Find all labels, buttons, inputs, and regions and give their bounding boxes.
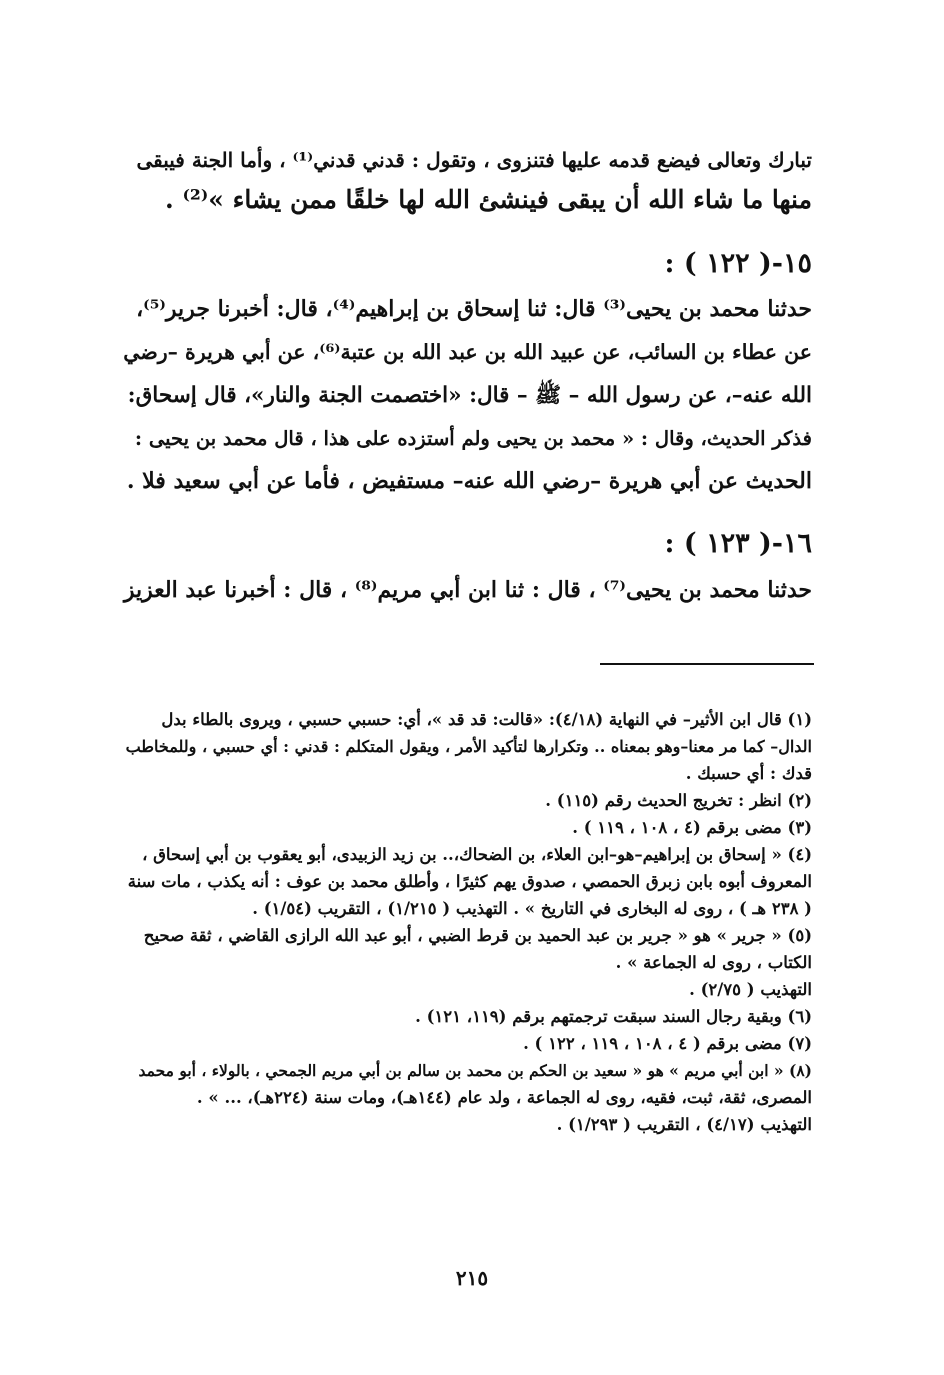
footnotes xyxy=(122,706,812,1138)
footnote-line: (٨) « ابن أبي مريم » هو « سعيد بن الحكم بن محمد بن سالم بن أبي مريم الجمحي ، بالولاء ، أبو محمد xyxy=(138,1061,812,1080)
text-line: فذكر الحديث، وقال : « محمد بن يحيى ولم أستزده على هذا ، قال محمد بن يحيى : xyxy=(134,427,812,450)
footnote-line: المعروف أبوه بابن زبرق الحمصي ، صدوق يهم كثيرًا ، وأطلق محمد بن عوف : أنه يكذب ، مات سنة xyxy=(127,872,812,891)
hadith-15-text xyxy=(122,288,812,503)
footnote-line: الدال– كما مر معنا–وهو بمعناه .. وتكرارها لتأكيد الأمر ، ويقول المتكلم : قدني : أي حسبي ، وللمخاطب xyxy=(125,737,812,756)
footnote-line: (١) قال ابن الأثير– في النهاية (٤/١٨): «قالت: قد قد »، أي: حسبي حسبي ، ويروى بالطاء بدل xyxy=(161,710,812,729)
footnote-line: المصرى، ثقة، ثبت، فقيه، روى له الجماعة ، ولد عام (١٤٤هـ)، ومات سنة (٢٢٤هـ)، ... » . xyxy=(196,1088,812,1107)
footnote-separator xyxy=(600,663,814,665)
hadith-heading-15: ١٥-( ١٢٢ ) : xyxy=(664,248,812,279)
footnote-line: قدك : أي حسبك . xyxy=(685,764,812,783)
hadith-heading-16: ١٦-( ١٢٣ ) : xyxy=(664,528,812,559)
footnote-line: التهذيب ( ٢/٧٥) . xyxy=(689,980,812,999)
footnote-line: (٢) انظر : تخريج الحديث رقم (١١٥) . xyxy=(545,791,812,810)
page-number: ٢١٥ xyxy=(455,1266,489,1290)
footnote-line: ( ٢٣٨ هـ ) ، روى له البخارى في التاريخ » . التهذيب ( ١/٢١٥) ، التقريب (١/٥٤) . xyxy=(252,899,812,918)
paragraph-continuation xyxy=(122,140,812,220)
text-line: الله عنه–، عن رسول الله – ﷺ – قال: «اختصمت الجنة والنار»، قال إسحاق: xyxy=(127,383,812,408)
footnote-line: (٧) مضى برقم ( ٤ ، ١٠٨ ، ١١٩ ، ١٢٢ ) . xyxy=(523,1034,812,1053)
footnote-line: (٥) « جرير » هو « جرير بن عبد الحميد بن قرط الضبي ، أبو عبد الله الرازى القاضي ، ثقة صحيح xyxy=(143,926,812,945)
text-line: منها ما شاء الله أن يبقى فينشئ الله لها خلقًا ممن يشاء »⁽²⁾ . xyxy=(165,185,812,214)
text-line: تبارك وتعالى فيضع قدمه عليها فتنزوى ، وتقول : قدني قدني⁽¹⁾ ، وأما الجنة فيبقى xyxy=(136,148,812,172)
text-line: الحديث عن أبي هريرة –رضي الله عنه– مستفيض ، فأما عن أبي سعيد فلا . xyxy=(126,468,812,494)
footnote-line: (٦) وبقية رجال السند سبقت ترجمتهم برقم (١١٩، ١٢١) . xyxy=(415,1007,812,1026)
footnote-line: (٣) مضى برقم (٤ ، ١٠٨ ، ١١٩ ) . xyxy=(572,818,812,837)
text-line: حدثنا محمد بن يحيى⁽³⁾ قال: ثنا إسحاق بن إبراهيم⁽⁴⁾، قال: أخبرنا جرير⁽⁵⁾، xyxy=(136,296,812,322)
text-line: حدثنا محمد بن يحيى⁽⁷⁾ ، قال : ثنا ابن أبي مريم⁽⁸⁾ ، قال : أخبرنا عبد العزيز xyxy=(123,577,812,603)
footnote-line: التهذيب (٤/١٧) ، التقريب ( ١/٢٩٣) . xyxy=(556,1115,812,1134)
footnote-line: (٤) « إسحاق بن إبراهيم–هو–ابن العلاء، بن الضحاك،.. بن زيد الزبيدى، أبو يعقوب بن أبي إسحاق ، xyxy=(142,845,812,864)
footnote-line: الكتاب ، روى له الجماعة » . xyxy=(615,953,812,972)
hadith-16-text xyxy=(122,570,812,610)
text-line: عن عطاء بن السائب، عن عبيد الله بن عبد الله بن عتبة⁽⁶⁾، عن أبي هريرة –رضي xyxy=(123,340,812,364)
